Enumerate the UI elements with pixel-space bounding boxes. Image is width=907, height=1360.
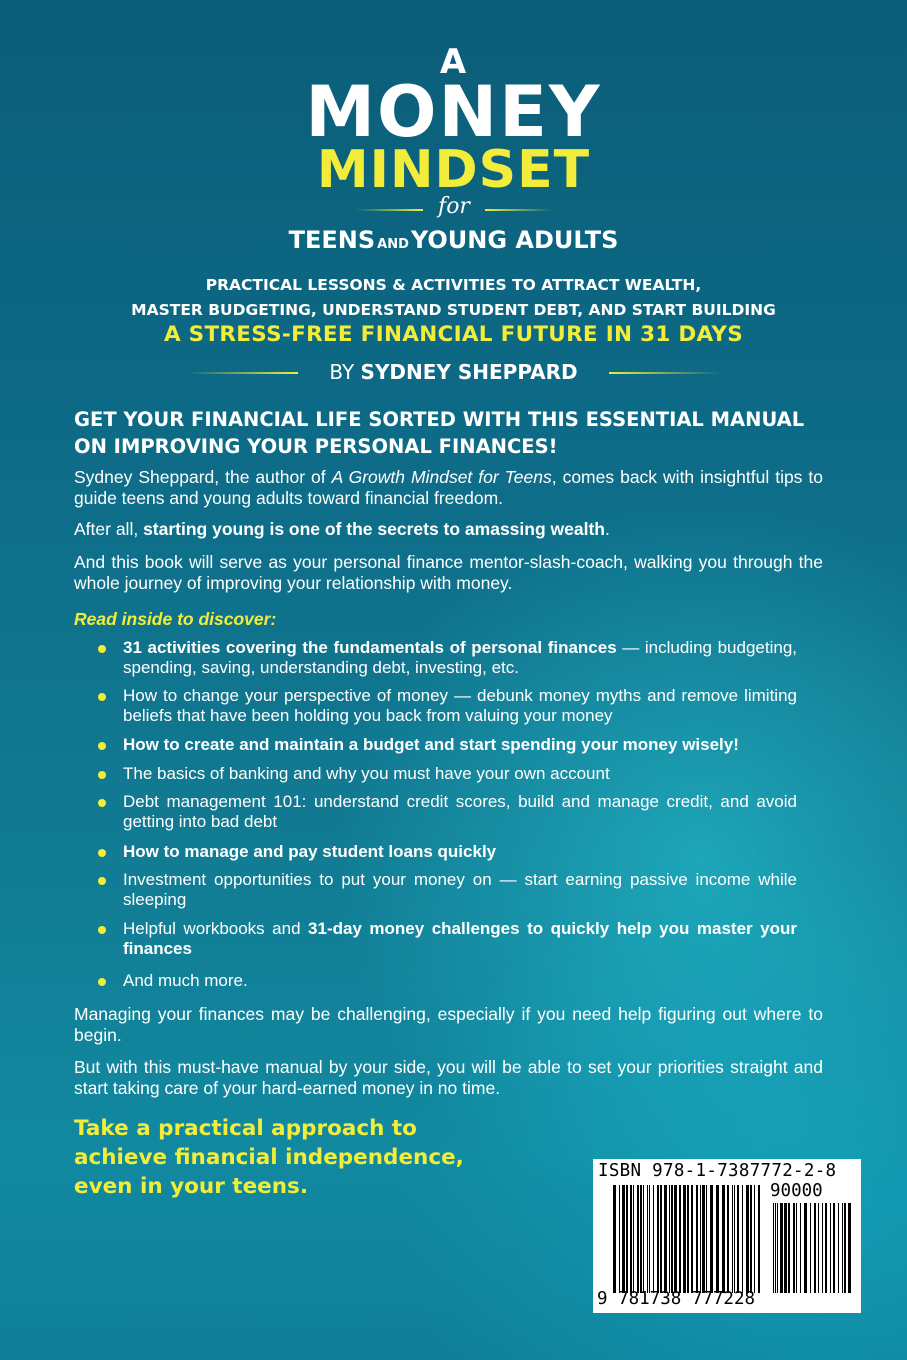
barcode-bar — [838, 1203, 839, 1293]
barcode-bar — [825, 1203, 827, 1293]
barcode-bar — [722, 1185, 725, 1293]
read-inside-heading: Read inside to discover: — [74, 609, 277, 629]
barcode-bar — [833, 1203, 835, 1293]
barcode-bar — [706, 1185, 707, 1293]
bullet-icon — [98, 926, 106, 934]
barcode-bar — [777, 1203, 778, 1293]
barcode-bar — [822, 1203, 823, 1293]
barcode-bar — [626, 1185, 628, 1293]
barcode-bar — [613, 1185, 616, 1293]
author-name: SYDNEY SHEPPARD — [360, 360, 578, 384]
byline — [186, 360, 721, 386]
blurb-paragraph-2 — [74, 519, 823, 540]
barcode-bar — [664, 1185, 667, 1293]
barcode-bar — [687, 1185, 689, 1293]
barcode-bar — [647, 1185, 648, 1293]
ean-number: 9 781738 777228 — [597, 1289, 756, 1309]
divider-line — [485, 209, 553, 211]
title-article: A — [439, 42, 468, 82]
title-for-row — [355, 194, 553, 224]
barcode-bar — [844, 1203, 846, 1293]
barcode-bar — [773, 1203, 774, 1293]
barcode-bar — [814, 1203, 816, 1293]
barcode-bar — [640, 1185, 642, 1293]
barcode-bar — [793, 1203, 795, 1293]
title-young-adults: YOUNG ADULTS — [410, 226, 619, 254]
title-and: AND — [377, 237, 409, 252]
blurb-headline: GET YOUR FINANCIAL LIFE SORTED WITH THIS ESSENTIAL MANUAL ON IMPROVING YOUR PERSONAL FINANCES! — [74, 408, 805, 458]
barcode-bar — [679, 1185, 681, 1293]
barcode-bar — [804, 1203, 807, 1293]
barcode-bar — [780, 1203, 783, 1293]
barcode-bar — [810, 1203, 811, 1293]
bullet-icon — [98, 693, 106, 701]
subtitle-line-1: PRACTICAL LESSONS & ACTIVITIES TO ATTRACT WEALTH, — [205, 276, 702, 294]
book-title-reference: A Growth Mindset for Teens — [331, 467, 552, 487]
barcode-bar — [737, 1185, 739, 1293]
barcode-bars — [613, 1185, 763, 1293]
barcode-bar — [758, 1185, 760, 1293]
subtitle-line-2: MASTER BUDGETING, UNDERSTAND STUDENT DEBT, AND START BUILDING — [131, 301, 776, 319]
title-teens: TEENS — [288, 226, 376, 254]
barcode-bar — [710, 1185, 713, 1293]
list-item-text: Debt management 101: understand credit scores, build and manage credit, and avoid getting into bad debt — [123, 792, 797, 831]
blurb-paragraph-1 — [74, 467, 823, 509]
barcode-bar — [754, 1185, 755, 1293]
list-item-text — [123, 919, 797, 959]
barcode-bar — [746, 1185, 749, 1293]
emphasis-text: How to manage and pay student loans quickly — [123, 842, 497, 861]
barcode-bar — [742, 1185, 743, 1293]
list-item-text — [123, 842, 797, 862]
barcode-bar — [716, 1185, 719, 1293]
barcode-bar — [671, 1185, 673, 1293]
text-span: Sydney Sheppard, the author of — [74, 467, 332, 487]
emphasis-text: 31-day money challenges to quickly help you master your finances — [123, 919, 797, 958]
emphasis-text: 31 activities covering the fundamentals of personal finances — [123, 638, 617, 657]
subtitle-line-3: A STRESS-FREE FINANCIAL FUTURE IN 31 DAYS — [163, 322, 744, 347]
barcode-bar — [657, 1185, 659, 1293]
barcode-bar — [848, 1203, 851, 1293]
barcode-bar — [622, 1185, 625, 1293]
isbn-label: ISBN 978-1-7387772-2-8 — [598, 1161, 837, 1181]
text-span: After all, — [74, 519, 144, 539]
list-item-text — [123, 735, 797, 755]
barcode-bar — [750, 1185, 752, 1293]
barcode-bar — [643, 1185, 644, 1293]
bullet-icon — [98, 978, 106, 986]
barcode-bar — [674, 1185, 677, 1293]
barcode-bar — [830, 1203, 831, 1293]
text-span: , comes back with insightful tips to guide teens and young adults toward financial freedom. — [74, 467, 824, 508]
barcode-bar — [775, 1203, 776, 1293]
barcode-bar — [818, 1203, 819, 1293]
list-item-text: Investment opportunities to put your money on — start earning passive income while sleeping — [123, 870, 797, 909]
bullet-icon — [98, 877, 106, 885]
barcode-bar — [784, 1203, 787, 1293]
divider-line — [609, 372, 721, 374]
text-span: Helpful workbooks and — [123, 919, 309, 938]
barcode-bar — [660, 1185, 662, 1293]
title-mindset: MINDSET — [316, 140, 591, 200]
blurb-paragraph-5: But with this must-have manual by your side, you will be able to set your priorities straight and start taking care of your hard-earned money in no time. — [74, 1057, 823, 1098]
barcode-bar — [691, 1185, 693, 1293]
barcode-bar — [619, 1185, 620, 1293]
blurb-paragraph-4: Managing your finances may be challenging, especially if you need help figuring out where to begin. — [74, 1004, 823, 1045]
title-money: MONEY — [305, 71, 602, 153]
barcode-bar — [732, 1185, 733, 1293]
barcode-bar — [633, 1185, 634, 1293]
barcode-bar — [630, 1185, 632, 1293]
text-span: — including budgeting, spending, saving, understanding debt, investing, etc. — [123, 638, 797, 677]
emphasis-text: starting young is one of the secrets to amassing wealth — [143, 519, 605, 539]
bullet-icon — [98, 645, 106, 653]
tagline: Take a practical approach to achieve financial independence, even in your teens. — [74, 1116, 464, 1199]
barcode-bar — [683, 1185, 686, 1293]
list-item-text: The basics of banking and why you must have your own account — [123, 764, 610, 783]
barcode-bar — [702, 1185, 705, 1293]
bullet-icon — [98, 742, 106, 750]
title-audience — [0, 226, 907, 254]
isbn-barcode — [593, 1159, 861, 1313]
barcode-bar — [696, 1185, 698, 1293]
text-span: . — [604, 519, 610, 539]
barcode-bar — [842, 1203, 843, 1293]
list-item-text: And much more. — [123, 971, 248, 990]
blurb-paragraph-3: And this book will serve as your personal finance mentor-slash-coach, walking you through the whole journey of improving your relationship with money. — [74, 552, 823, 593]
barcode-bar — [800, 1203, 801, 1293]
title-for: for — [438, 194, 470, 219]
barcode-bar — [727, 1185, 729, 1293]
barcode-bar — [734, 1185, 735, 1293]
barcode-bar — [669, 1185, 670, 1293]
barcode-bar — [637, 1185, 639, 1293]
price-addon-label: 90000 — [770, 1181, 823, 1201]
addon-barcode-bars — [773, 1203, 853, 1293]
list-item-text — [123, 638, 797, 678]
bullet-icon — [98, 771, 106, 779]
by-label: BY — [329, 360, 361, 384]
barcode-bar — [788, 1203, 790, 1293]
barcode-bar — [700, 1185, 701, 1293]
list-item-text: How to change your perspective of money — debunk money myths and remove limiting beliefs that have been holding you back from valuing your money — [123, 686, 797, 725]
emphasis-text: How to create and maintain a budget and start spending your money wisely! — [123, 735, 739, 754]
bullet-icon — [98, 799, 106, 807]
bullet-icon — [98, 849, 106, 857]
barcode-bar — [796, 1203, 797, 1293]
barcode-bar — [649, 1185, 650, 1293]
barcode-bar — [653, 1185, 654, 1293]
